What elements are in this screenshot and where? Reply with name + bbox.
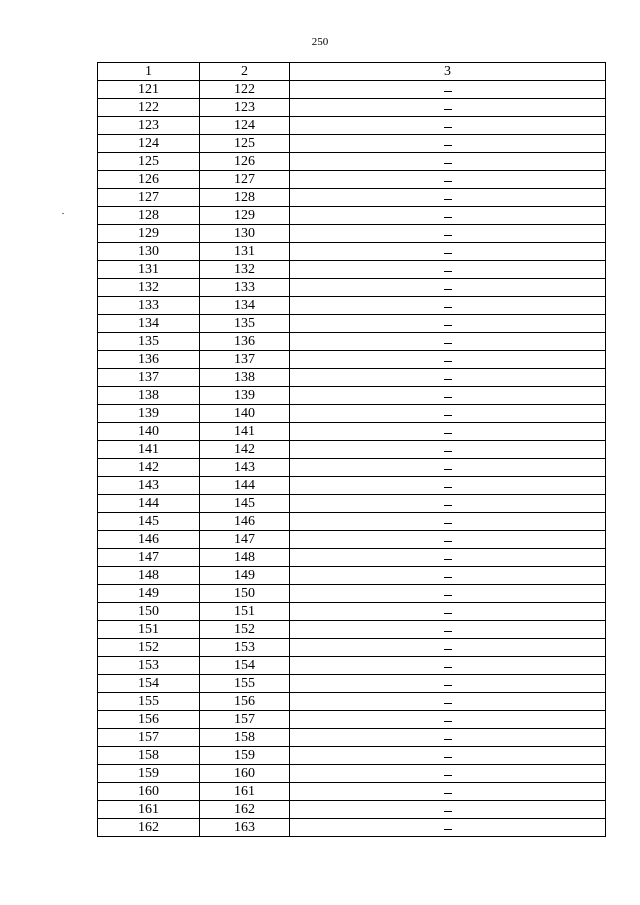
table-cell-col-2: 152: [200, 621, 290, 639]
table-cell-col-1: 129: [98, 225, 200, 243]
table-cell-col-3: [290, 243, 606, 261]
dash-mark: [444, 127, 452, 128]
table-row: [98, 747, 606, 765]
table-cell-col-2: 127: [200, 171, 290, 189]
table-cell-col-2: 159: [200, 747, 290, 765]
table-cell-col-2: 158: [200, 729, 290, 747]
table-cell-col-2: 138: [200, 369, 290, 387]
table-cell-col-2: 161: [200, 783, 290, 801]
table-cell-col-2: 142: [200, 441, 290, 459]
table-row: [98, 225, 606, 243]
table-cell-col-1: 142: [98, 459, 200, 477]
table-cell-col-3: [290, 81, 606, 99]
table-cell-col-2: 162: [200, 801, 290, 819]
table-cell-col-3: [290, 441, 606, 459]
table-row: [98, 333, 606, 351]
table-cell-col-3: [290, 783, 606, 801]
table-cell-col-3: [290, 423, 606, 441]
table-cell-col-1: 128: [98, 207, 200, 225]
table-cell-col-2: 139: [200, 387, 290, 405]
table-row: [98, 405, 606, 423]
data-table: [97, 62, 606, 837]
table-cell-col-1: 155: [98, 693, 200, 711]
table-row: [98, 765, 606, 783]
table-cell-col-3: [290, 531, 606, 549]
dash-mark: [444, 703, 452, 704]
table-cell-col-2: 136: [200, 333, 290, 351]
table-cell-col-3: [290, 351, 606, 369]
table-cell-col-1: 131: [98, 261, 200, 279]
table-cell-col-2: 144: [200, 477, 290, 495]
dash-mark: [444, 523, 452, 524]
table-cell-col-1: 122: [98, 99, 200, 117]
table-row: [98, 351, 606, 369]
table-row: [98, 621, 606, 639]
table-cell-col-2: 140: [200, 405, 290, 423]
dash-mark: [444, 487, 452, 488]
table-cell-col-1: 159: [98, 765, 200, 783]
dash-mark: [444, 613, 452, 614]
dash-mark: [444, 559, 452, 560]
table-cell-col-3: [290, 585, 606, 603]
table-cell-col-3: [290, 747, 606, 765]
table-row: [98, 135, 606, 153]
dash-mark: [444, 397, 452, 398]
table-cell-col-1: 138: [98, 387, 200, 405]
table-row: [98, 567, 606, 585]
table-row: [98, 603, 606, 621]
table-row: [98, 819, 606, 837]
table-row: [98, 549, 606, 567]
table-row: [98, 171, 606, 189]
table-cell-col-1: 143: [98, 477, 200, 495]
dash-mark: [444, 577, 452, 578]
table-cell-col-1: 125: [98, 153, 200, 171]
table-row: [98, 99, 606, 117]
table-cell-col-1: 148: [98, 567, 200, 585]
table-row: [98, 423, 606, 441]
table-row: [98, 783, 606, 801]
table-cell-col-3: [290, 729, 606, 747]
page-number: 250: [311, 36, 329, 48]
table-cell-col-3: [290, 567, 606, 585]
table-row: [98, 207, 606, 225]
dash-mark: [444, 307, 452, 308]
table-cell-col-3: [290, 459, 606, 477]
table-cell-col-2: 163: [200, 819, 290, 837]
table-cell-col-3: [290, 99, 606, 117]
table-cell-col-2: 124: [200, 117, 290, 135]
table-cell-col-1: 123: [98, 117, 200, 135]
dash-mark: [444, 685, 452, 686]
table-cell-col-2: 123: [200, 99, 290, 117]
table-cell-col-2: 155: [200, 675, 290, 693]
table-cell-col-3: [290, 135, 606, 153]
table-row: [98, 513, 606, 531]
table-cell-col-2: 122: [200, 81, 290, 99]
dash-mark: [444, 109, 452, 110]
table-row: [98, 117, 606, 135]
table-cell-col-2: 150: [200, 585, 290, 603]
table-cell-col-2: 146: [200, 513, 290, 531]
table-cell-col-3: [290, 333, 606, 351]
table-cell-col-2: 157: [200, 711, 290, 729]
table-cell-col-1: 144: [98, 495, 200, 513]
table-row: [98, 531, 606, 549]
table-cell-col-3: [290, 189, 606, 207]
dash-mark: [444, 595, 452, 596]
table-row: [98, 495, 606, 513]
dash-mark: [444, 757, 452, 758]
table-row: [98, 459, 606, 477]
table-cell-col-3: [290, 315, 606, 333]
table-cell-col-3: [290, 639, 606, 657]
table-cell-col-1: 136: [98, 351, 200, 369]
table-cell-col-3: [290, 477, 606, 495]
table-cell-col-3: [290, 513, 606, 531]
table-cell-col-3: [290, 765, 606, 783]
table-cell-col-2: 141: [200, 423, 290, 441]
dash-mark: [444, 199, 452, 200]
dash-mark: [444, 541, 452, 542]
table-row: [98, 657, 606, 675]
table-cell-col-1: 150: [98, 603, 200, 621]
dash-mark: [444, 433, 452, 434]
table-cell-col-1: 161: [98, 801, 200, 819]
table-cell-col-2: 134: [200, 297, 290, 315]
dash-mark: [444, 649, 452, 650]
table-cell-col-1: 121: [98, 81, 200, 99]
table-row: [98, 729, 606, 747]
dash-mark: [444, 253, 452, 254]
table-cell-col-1: 147: [98, 549, 200, 567]
table-row: [98, 585, 606, 603]
table-row: [98, 801, 606, 819]
table-cell-col-1: 152: [98, 639, 200, 657]
table-cell-col-1: 154: [98, 675, 200, 693]
table-row: [98, 243, 606, 261]
dash-mark: [444, 469, 452, 470]
table-cell-col-3: [290, 819, 606, 837]
table-cell-col-1: 127: [98, 189, 200, 207]
table-cell-col-1: 146: [98, 531, 200, 549]
table-cell-col-3: [290, 261, 606, 279]
dash-mark: [444, 505, 452, 506]
table-row: [98, 477, 606, 495]
table-row: [98, 387, 606, 405]
table-cell-col-3: [290, 603, 606, 621]
dash-mark: [444, 181, 452, 182]
table-cell-col-1: 139: [98, 405, 200, 423]
table-header-row: [98, 63, 606, 81]
table-row: [98, 441, 606, 459]
table-row: [98, 81, 606, 99]
table-cell-col-3: [290, 711, 606, 729]
dash-mark: [444, 217, 452, 218]
dash-mark: [444, 793, 452, 794]
table-cell-col-1: 134: [98, 315, 200, 333]
table-cell-col-3: [290, 693, 606, 711]
table-cell-col-3: [290, 549, 606, 567]
table-cell-col-2: 131: [200, 243, 290, 261]
dash-mark: [444, 271, 452, 272]
table-cell-col-3: [290, 801, 606, 819]
dash-mark: [444, 289, 452, 290]
table-cell-col-1: 162: [98, 819, 200, 837]
table-cell-col-1: 157: [98, 729, 200, 747]
column-header-3: 3: [290, 63, 606, 81]
dash-mark: [444, 415, 452, 416]
table-cell-col-2: 143: [200, 459, 290, 477]
table-row: [98, 693, 606, 711]
table-cell-col-2: 151: [200, 603, 290, 621]
table-row: [98, 261, 606, 279]
dash-mark: [444, 145, 452, 146]
table-cell-col-2: 156: [200, 693, 290, 711]
dash-mark: [444, 631, 452, 632]
table-row: [98, 279, 606, 297]
table-cell-col-2: 125: [200, 135, 290, 153]
table-cell-col-2: 128: [200, 189, 290, 207]
table-cell-col-3: [290, 675, 606, 693]
table-body: [98, 81, 606, 837]
table-cell-col-3: [290, 297, 606, 315]
table-cell-col-1: 156: [98, 711, 200, 729]
table-cell-col-3: [290, 657, 606, 675]
table-cell-col-2: 135: [200, 315, 290, 333]
table-cell-col-1: 132: [98, 279, 200, 297]
table-row: [98, 297, 606, 315]
table-row: [98, 153, 606, 171]
table-cell-col-3: [290, 153, 606, 171]
table-cell-col-2: 137: [200, 351, 290, 369]
table-cell-col-1: 135: [98, 333, 200, 351]
dash-mark: [444, 361, 452, 362]
table-cell-col-3: [290, 279, 606, 297]
dash-mark: [444, 739, 452, 740]
table-cell-col-3: [290, 369, 606, 387]
table-cell-col-1: 130: [98, 243, 200, 261]
table-cell-col-3: [290, 495, 606, 513]
dash-mark: [444, 721, 452, 722]
table-cell-col-1: 124: [98, 135, 200, 153]
table-cell-col-1: 151: [98, 621, 200, 639]
table-cell-col-2: 145: [200, 495, 290, 513]
dash-mark: [444, 667, 452, 668]
table-cell-col-3: [290, 207, 606, 225]
table-cell-col-3: [290, 117, 606, 135]
table-cell-col-2: 133: [200, 279, 290, 297]
table-cell-col-2: 147: [200, 531, 290, 549]
dash-mark: [444, 343, 452, 344]
dash-mark: [444, 811, 452, 812]
dash-mark: [444, 325, 452, 326]
table-cell-col-1: 149: [98, 585, 200, 603]
table-row: [98, 315, 606, 333]
dash-mark: [444, 829, 452, 830]
scan-mark: [62, 213, 64, 214]
dash-mark: [444, 451, 452, 452]
table-row: [98, 639, 606, 657]
table-cell-col-2: 130: [200, 225, 290, 243]
table-cell-col-1: 158: [98, 747, 200, 765]
column-header-1: 1: [98, 63, 200, 81]
table-cell-col-2: 126: [200, 153, 290, 171]
table-cell-col-2: 149: [200, 567, 290, 585]
table-cell-col-1: 140: [98, 423, 200, 441]
table-cell-col-1: 160: [98, 783, 200, 801]
dash-mark: [444, 91, 452, 92]
table-row: [98, 675, 606, 693]
dash-mark: [444, 235, 452, 236]
table-cell-col-2: 160: [200, 765, 290, 783]
table-row: [98, 369, 606, 387]
table-cell-col-2: 153: [200, 639, 290, 657]
table-cell-col-2: 132: [200, 261, 290, 279]
table-cell-col-3: [290, 171, 606, 189]
table-cell-col-1: 137: [98, 369, 200, 387]
table-cell-col-3: [290, 225, 606, 243]
dash-mark: [444, 379, 452, 380]
table-cell-col-1: 133: [98, 297, 200, 315]
table-cell-col-2: 129: [200, 207, 290, 225]
table-cell-col-1: 145: [98, 513, 200, 531]
table-row: [98, 711, 606, 729]
table-cell-col-1: 141: [98, 441, 200, 459]
table-cell-col-3: [290, 387, 606, 405]
table-cell-col-1: 153: [98, 657, 200, 675]
dash-mark: [444, 163, 452, 164]
table-cell-col-3: [290, 621, 606, 639]
table-row: [98, 189, 606, 207]
table-cell-col-3: [290, 405, 606, 423]
table-cell-col-2: 154: [200, 657, 290, 675]
table-cell-col-2: 148: [200, 549, 290, 567]
dash-mark: [444, 775, 452, 776]
table-cell-col-1: 126: [98, 171, 200, 189]
column-header-2: 2: [200, 63, 290, 81]
